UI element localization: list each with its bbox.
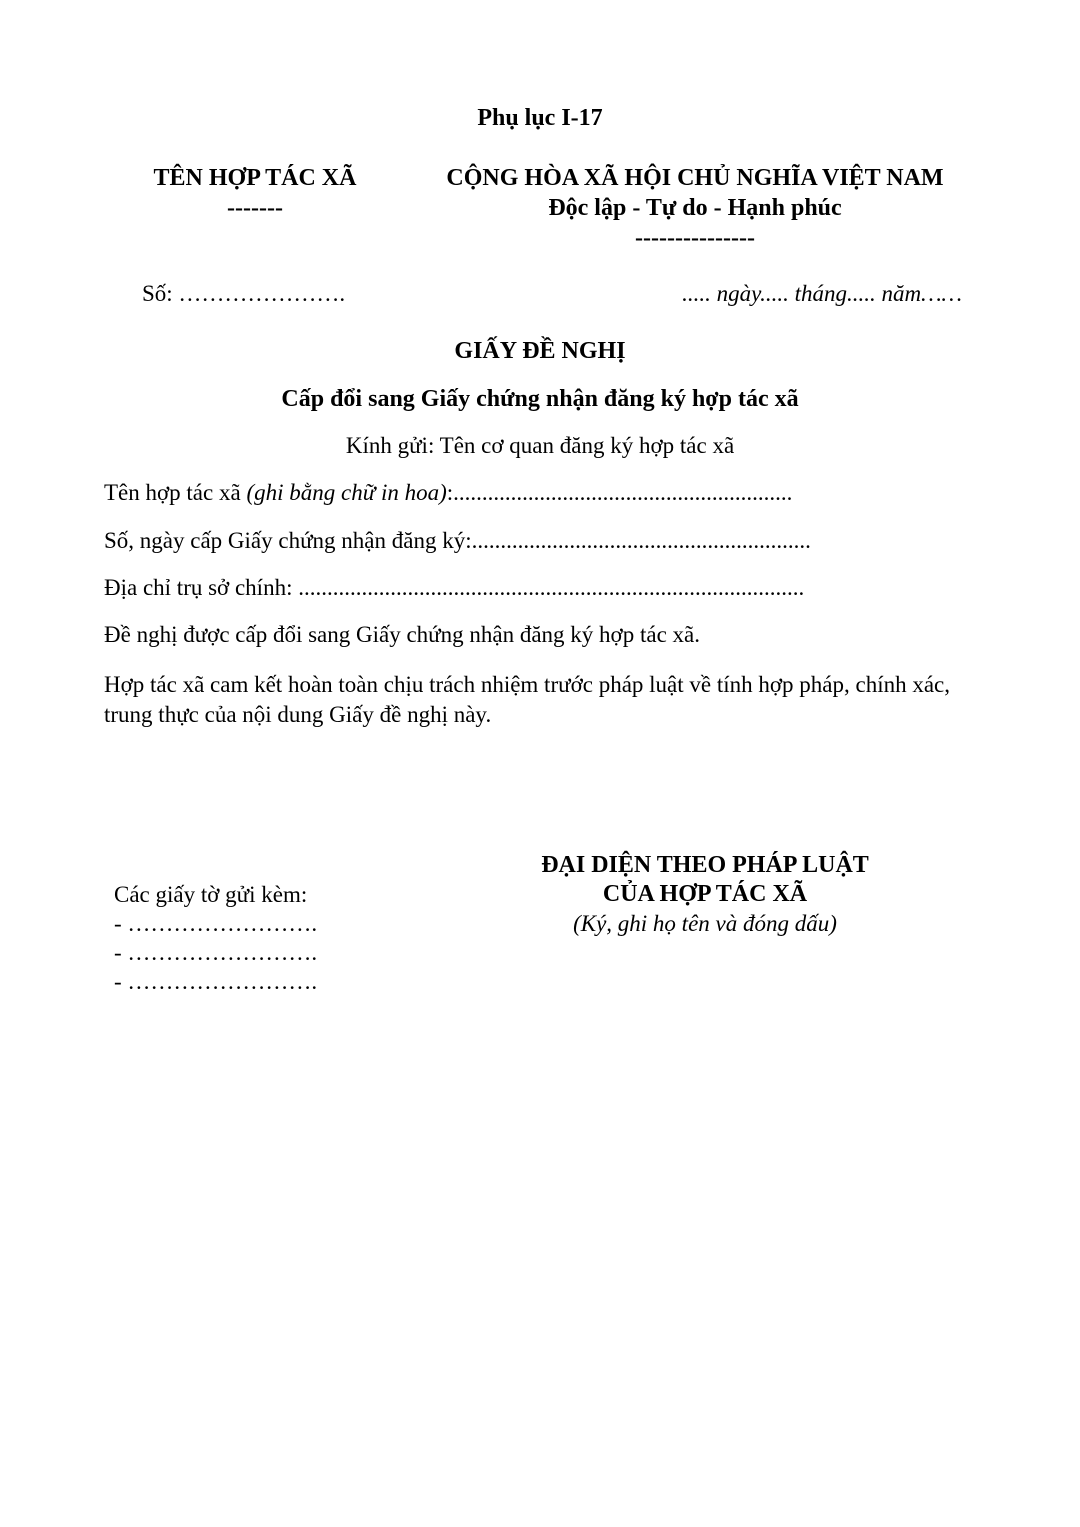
attachment-item: - ……………………. bbox=[114, 940, 318, 965]
request-statement: Đề nghị được cấp đổi sang Giấy chứng nhận đăng ký hợp tác xã. bbox=[104, 622, 700, 647]
document-number: Số: …………………. bbox=[142, 281, 346, 306]
organization-name: TÊN HỢP TÁC XÃ bbox=[153, 165, 357, 191]
attachments-list bbox=[114, 880, 317, 996]
certificate-label: Số, ngày cấp Giấy chứng nhận đăng ký: bbox=[104, 528, 472, 553]
signature-block bbox=[470, 851, 940, 938]
document-title: GIẤY ĐỀ NGHỊ bbox=[454, 338, 626, 364]
address-blank: ........................................................................................ bbox=[298, 575, 805, 600]
attachments-heading: Các giấy tờ gửi kèm: bbox=[114, 882, 308, 907]
address-label: Địa chỉ trụ sở chính: bbox=[104, 575, 299, 600]
national-motto: Độc lập - Tự do - Hạnh phúc bbox=[548, 195, 842, 221]
certificate-field bbox=[104, 528, 811, 554]
nation-name: CỘNG HÒA XÃ HỘI CHỦ NGHĨA VIỆT NAM bbox=[446, 165, 944, 191]
certificate-blank: ........................................................... bbox=[471, 528, 811, 553]
organization-header bbox=[120, 163, 390, 223]
attachment-item: - ……………………. bbox=[114, 911, 318, 936]
document-date: ..... ngày..... tháng..... năm…… bbox=[682, 281, 962, 306]
nation-divider: --------------- bbox=[635, 225, 755, 251]
signature-title-line1: ĐẠI DIỆN THEO PHÁP LUẬT bbox=[541, 852, 869, 878]
document-subtitle: Cấp đổi sang Giấy chứng nhận đăng ký hợp tác xã bbox=[281, 386, 799, 412]
cooperative-name-blank: :........................................................... bbox=[446, 480, 793, 505]
organization-divider: ------- bbox=[227, 195, 283, 221]
national-header bbox=[400, 163, 990, 253]
attachment-item: - ……………………. bbox=[114, 969, 318, 994]
cooperative-name-field bbox=[104, 480, 792, 506]
appendix-label: Phụ lục I-17 bbox=[477, 105, 603, 131]
recipient-line: Kính gửi: Tên cơ quan đăng ký hợp tác xã bbox=[345, 433, 735, 458]
signature-note: (Ký, ghi họ tên và đóng dấu) bbox=[573, 911, 837, 936]
cooperative-name-hint: (ghi bằng chữ in hoa) bbox=[246, 480, 447, 505]
address-field bbox=[104, 575, 804, 601]
signature-title-line2: CỦA HỢP TÁC XÃ bbox=[602, 881, 808, 907]
commitment-paragraph: Hợp tác xã cam kết hoàn toàn chịu trách nhiệm trước pháp luật về tính hợp pháp, chính xác, trung thực của nội dung Giấy đề nghị này. bbox=[104, 672, 951, 727]
cooperative-name-label: Tên hợp tác xã bbox=[104, 480, 247, 505]
